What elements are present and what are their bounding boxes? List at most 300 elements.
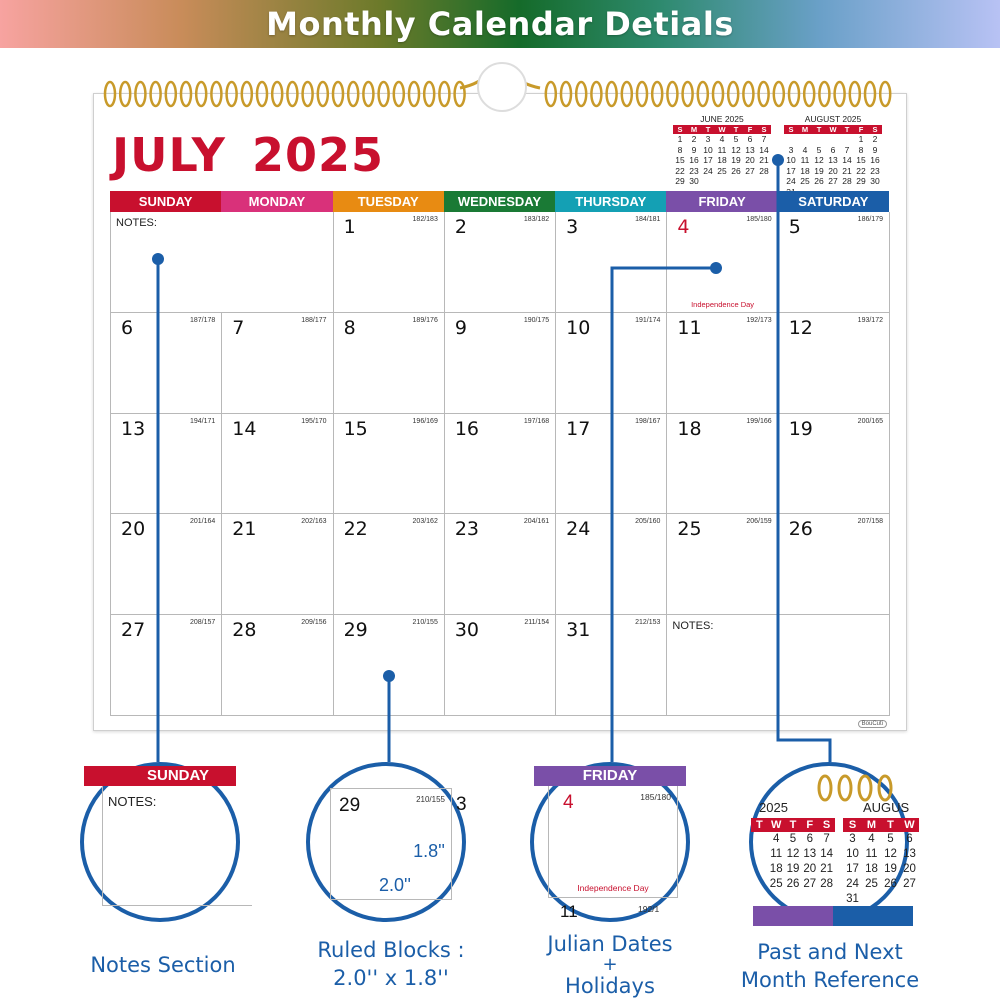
- mini-date: 3: [705, 134, 711, 144]
- mini-weekday: M: [801, 125, 809, 134]
- mini-date: 12: [731, 144, 741, 155]
- day-number: 8: [343, 316, 356, 339]
- mini-weekday: W: [829, 125, 837, 134]
- spiral-ring: [713, 82, 723, 106]
- zoom-ruled-day: 29: [339, 795, 361, 816]
- day-cell: [556, 414, 667, 515]
- day-cell: [222, 414, 333, 515]
- zoom-ref-date: 28: [820, 878, 833, 890]
- mini-date: 26: [814, 176, 824, 186]
- zoom-ref-date: 27: [903, 878, 916, 890]
- spiral-ring: [576, 82, 586, 106]
- mini-weekday: S: [761, 125, 767, 134]
- mini-date: 15: [675, 155, 685, 165]
- mini-date: 27: [828, 176, 838, 186]
- mini-date: 6: [747, 134, 753, 144]
- zoom-ref-date: [862, 892, 881, 907]
- notes-label: NOTES:: [672, 620, 714, 633]
- julian-date: 185/180: [746, 216, 772, 223]
- mini-date: 10: [786, 155, 796, 165]
- day-number: 17: [566, 417, 591, 440]
- julian-date: 183/182: [523, 216, 550, 223]
- day-number: 27: [121, 619, 146, 642]
- day-number: 22: [343, 518, 368, 541]
- zoom-ref-date: 18: [769, 863, 783, 875]
- zoom-ref-date: [751, 832, 768, 847]
- mini-date: 5: [816, 144, 822, 155]
- spiral-ring: [591, 82, 601, 106]
- zoom-ref-date: [900, 892, 919, 907]
- day-number: 5: [788, 216, 801, 238]
- zoom-ref-prev-month: [751, 818, 835, 892]
- spiral-ring: [439, 82, 449, 106]
- julian-date: 204/161: [523, 518, 550, 526]
- day-cell: [222, 514, 333, 615]
- mini-date: 2: [872, 134, 878, 144]
- zoom-ref-date: 3: [849, 833, 856, 845]
- mini-date: 16: [689, 155, 699, 165]
- mini-date: 24: [703, 165, 713, 176]
- spiral-ring: [850, 82, 860, 106]
- day-cell: [111, 313, 222, 414]
- mini-date: 27: [745, 165, 755, 176]
- zoom-ref-dates: [751, 832, 835, 892]
- day-number: 21: [232, 518, 257, 541]
- mini-date: 25: [717, 165, 727, 176]
- day-cell: [556, 514, 667, 615]
- day-cell: [334, 414, 445, 515]
- zoom-ruled-blocks: [306, 762, 466, 922]
- day-number: 4: [677, 216, 690, 238]
- spiral-ring: [348, 82, 358, 106]
- zoom-julian-day: 4: [563, 792, 574, 813]
- day-number: 1: [343, 216, 356, 238]
- zoom-ref-weekday: S: [822, 819, 831, 831]
- zoom-julian-cell: [548, 786, 678, 898]
- zoom-ref-date: 13: [803, 848, 817, 860]
- day-number: 30: [454, 619, 480, 642]
- dimension-width: 2.0'': [379, 875, 411, 895]
- caption-ruled-line1: Ruled Blocks :: [317, 938, 465, 962]
- mini-date: [812, 134, 826, 145]
- day-number: 9: [454, 316, 467, 339]
- mini-date: 23: [870, 165, 880, 176]
- zoom-ref-weekday: T: [789, 819, 797, 831]
- mini-date: [826, 134, 840, 145]
- zoom-julian-number: 185/180: [640, 792, 671, 802]
- day-number: 7: [232, 316, 245, 339]
- zoom-ruled-julian: 210/155: [416, 795, 445, 804]
- mini-date: 13: [745, 144, 755, 155]
- zoom-ref-date: [751, 877, 768, 892]
- zoom-ref-date: 19: [786, 863, 800, 875]
- julian-date: 192/173: [746, 316, 772, 324]
- spiral-ring: [865, 82, 875, 106]
- mini-date: 15: [856, 155, 866, 165]
- mini-next-weekday-row: [784, 125, 882, 134]
- day-number: 23: [454, 518, 480, 541]
- mini-date: 12: [814, 155, 824, 165]
- month-title: [112, 128, 410, 182]
- zoom-julian-header: FRIDAY: [534, 766, 686, 786]
- zoom-ref-date: 5: [887, 833, 894, 845]
- month-name: JULY: [112, 128, 226, 182]
- day-number: 24: [566, 518, 591, 541]
- mini-date: 13: [828, 155, 838, 165]
- julian-date: 205/160: [635, 518, 661, 526]
- banner-title: Monthly Calendar Detials: [266, 5, 734, 43]
- day-number: 29: [343, 619, 368, 642]
- mini-date: 14: [842, 155, 852, 165]
- zoom-ref-weekday: W: [904, 819, 915, 831]
- day-number: 3: [566, 216, 579, 238]
- zoom-ref-date: 25: [865, 878, 878, 890]
- zoom-ref-dates: [843, 832, 919, 907]
- spiral-ring: [287, 82, 297, 106]
- mini-date: 11: [717, 144, 727, 155]
- zoom-ref-next-month: [843, 818, 919, 907]
- zoom-ref-date: 6: [806, 833, 813, 845]
- julian-date: 197/168: [523, 417, 550, 425]
- mini-calendar-prev: [673, 113, 771, 187]
- julian-date: 203/162: [412, 518, 438, 526]
- julian-date: 188/177: [301, 316, 327, 324]
- mini-date: 17: [786, 165, 796, 176]
- spiral-ring: [698, 82, 708, 106]
- spiral-ring: [227, 82, 237, 106]
- notes-cell: [111, 212, 334, 313]
- julian-date: 187/178: [189, 316, 216, 324]
- zoom-ruled-cell: [330, 788, 452, 900]
- julian-date: 208/157: [189, 619, 216, 627]
- spiral-ring: [667, 82, 677, 106]
- zoom-ref-date: 12: [884, 848, 897, 860]
- spiral-ring: [622, 82, 632, 106]
- month-cells: [110, 212, 889, 716]
- zoom-julian-next-number: 192/1: [638, 904, 660, 914]
- julian-date: 189/176: [412, 316, 438, 324]
- mini-date: 1: [677, 134, 683, 144]
- day-number: 11: [677, 316, 702, 339]
- caption-julian-line1: Julian Dates: [547, 932, 673, 956]
- spiral-ring: [318, 82, 328, 106]
- day-cell: [334, 313, 445, 414]
- mini-weekday: S: [872, 125, 878, 134]
- mini-date: 20: [828, 165, 838, 176]
- spiral-ring: [166, 82, 176, 106]
- mini-date: 7: [761, 134, 767, 144]
- spiral-ring: [135, 82, 145, 106]
- day-number: 19: [788, 417, 813, 440]
- mini-date: 23: [689, 165, 699, 176]
- caption-julian-line2: +: [602, 954, 618, 975]
- spiral-ring: [181, 82, 191, 106]
- julian-date: 207/158: [857, 518, 883, 526]
- zoom-notes-section: [80, 762, 240, 922]
- zoom-ref-weekday: W: [771, 819, 782, 831]
- dimension-height: 1.8'': [413, 841, 445, 861]
- zoom-ref-saturday-band: [833, 906, 913, 926]
- zoom-ref-date: [751, 847, 768, 862]
- mini-date: 25: [800, 176, 810, 186]
- mini-date: 1: [858, 134, 864, 144]
- mini-date: [784, 134, 798, 145]
- month-year: 2025: [251, 128, 384, 182]
- spiral-ring: [804, 82, 814, 106]
- spiral-ring: [196, 82, 206, 106]
- day-number: 6: [121, 316, 134, 339]
- day-number: 16: [454, 417, 480, 440]
- mini-date: 18: [800, 165, 810, 176]
- zoom-ref-friday-band: [753, 906, 833, 926]
- day-cell: [556, 313, 667, 414]
- mini-prev-title: JUNE 2025: [700, 114, 744, 124]
- mini-date: [729, 176, 743, 187]
- caption-ruled-blocks: [296, 936, 486, 992]
- julian-date: 202/163: [301, 518, 327, 526]
- zoom-month-reference: [749, 762, 916, 922]
- spiral-ring: [607, 82, 617, 106]
- julian-date: 182/183: [412, 216, 438, 223]
- julian-date: 199/166: [746, 417, 772, 425]
- caption-month-reference: [728, 938, 932, 994]
- caption-julian-line3: Holidays: [565, 974, 655, 998]
- zoom-ref-weekday: F: [806, 819, 814, 831]
- day-cell: [334, 212, 445, 313]
- day-cell: [667, 514, 778, 615]
- day-cell: [445, 514, 556, 615]
- spiral-ring: [333, 82, 343, 106]
- mini-date: [701, 176, 715, 187]
- zoom-ref-date: 12: [786, 848, 800, 860]
- zoom-ref-date: 4: [772, 833, 780, 845]
- spiral-ring: [652, 82, 662, 106]
- zoom-ref-date: 20: [903, 863, 916, 875]
- julian-date: 193/172: [857, 316, 883, 324]
- zoom-ref-date: 11: [865, 848, 878, 860]
- zoom-ref-date: 11: [770, 848, 783, 860]
- mini-weekday: T: [844, 125, 850, 134]
- spiral-ring: [561, 82, 571, 106]
- day-cell: [779, 514, 890, 615]
- zoom-ref-date: 13: [903, 848, 916, 860]
- holiday-label: Independence Day: [691, 299, 755, 309]
- zoom-ref-weekday-row: [751, 818, 835, 832]
- day-cell: [779, 414, 890, 515]
- mini-date: 30: [689, 176, 699, 186]
- julian-date: 196/169: [412, 417, 438, 425]
- mini-date: 22: [675, 165, 685, 176]
- julian-date: 212/153: [635, 619, 661, 627]
- zoom-julian-holiday: Independence Day: [577, 883, 649, 893]
- zoom-notes-label: NOTES:: [108, 794, 157, 809]
- mini-date: 8: [677, 144, 683, 155]
- spiral-ring: [394, 82, 404, 106]
- day-cell: [111, 514, 222, 615]
- mini-date: 6: [830, 144, 836, 155]
- mini-date: 4: [802, 144, 808, 155]
- zoom-ruled-next-day: 3: [456, 794, 467, 815]
- spiral-ring: [728, 82, 738, 106]
- mini-date: 3: [788, 144, 794, 155]
- julian-date: 200/165: [857, 417, 883, 425]
- spiral-ring: [151, 82, 161, 106]
- mini-date: [715, 176, 729, 187]
- day-number: 18: [677, 417, 702, 440]
- mini-date: 11: [800, 155, 810, 165]
- mini-next-title: AUGUST 2025: [804, 114, 862, 124]
- notes-label: NOTES:: [116, 217, 157, 229]
- zoom-ref-date: 10: [846, 848, 859, 860]
- spiral-ring: [363, 82, 373, 106]
- zoom-julian-holidays: [530, 762, 690, 922]
- spiral-ring: [303, 82, 313, 106]
- caption-notes-section: Notes Section: [90, 953, 236, 977]
- mini-date: 9: [872, 144, 878, 155]
- mini-weekday: T: [705, 125, 711, 134]
- day-cell: [334, 514, 445, 615]
- spiral-ring: [546, 82, 556, 106]
- day-number: 25: [677, 518, 702, 541]
- zoom-ref-date: 5: [789, 833, 797, 845]
- zoom-ref-date: 4: [868, 833, 875, 845]
- zoom-ref-weekday-row: [843, 818, 919, 832]
- zoom-ref-date: 25: [769, 878, 783, 890]
- julian-date: 210/155: [412, 619, 438, 627]
- day-number: 26: [788, 518, 813, 541]
- zoom-julian-next-day: 11: [560, 902, 578, 921]
- spiral-ring: [379, 82, 389, 106]
- day-number: 14: [232, 417, 257, 440]
- day-number: 12: [788, 316, 813, 339]
- day-header-wednesday: WEDNESDAY: [444, 191, 555, 212]
- mini-weekday: W: [718, 125, 726, 134]
- spiral-ring: [409, 82, 419, 106]
- zoom-ref-date: 7: [823, 833, 830, 845]
- day-header-sunday: SUNDAY: [110, 191, 221, 212]
- spiral-ring: [774, 82, 784, 106]
- day-header-friday: FRIDAY: [666, 191, 777, 212]
- header-banner: [0, 0, 1000, 48]
- day-header-monday: MONDAY: [221, 191, 332, 212]
- day-number: 20: [121, 518, 146, 541]
- zoom-ref-left-title: 2025: [759, 800, 788, 815]
- day-number: 13: [121, 417, 146, 440]
- julian-date: 195/170: [301, 417, 327, 425]
- spiral-ring: [455, 82, 465, 106]
- mini-date: 22: [856, 165, 866, 176]
- mini-next-dates: [784, 134, 882, 197]
- spiral-ring: [819, 82, 829, 106]
- mini-prev-dates: [673, 134, 771, 187]
- mini-date: 20: [745, 155, 755, 165]
- day-cell: [556, 615, 667, 716]
- mini-date: 5: [733, 134, 739, 144]
- zoom-ref-date: 20: [803, 863, 817, 875]
- mini-weekday: T: [733, 125, 739, 134]
- mini-date: 29: [675, 176, 685, 186]
- spiral-ring: [759, 82, 769, 106]
- day-cell: [667, 414, 778, 515]
- day-header-tuesday: TUESDAY: [333, 191, 444, 212]
- day-cell: [222, 615, 333, 716]
- zoom-notes-header: SUNDAY: [84, 766, 236, 786]
- day-cell: [334, 615, 445, 716]
- notes-cell: [667, 615, 890, 716]
- spiral-ring: [105, 82, 115, 106]
- julian-date: 191/174: [635, 316, 661, 324]
- day-cell: [445, 313, 556, 414]
- zoom-ref-weekday: T: [887, 819, 894, 831]
- mini-weekday: S: [677, 125, 683, 134]
- zoom-ref-date: 27: [803, 878, 817, 890]
- spiral-ring: [424, 82, 434, 106]
- day-number: 10: [566, 316, 591, 339]
- day-number: 31: [566, 619, 591, 642]
- spiral-ring: [789, 82, 799, 106]
- spiral-ring: [211, 82, 221, 106]
- mini-date: [743, 176, 757, 187]
- mini-date: 4: [719, 134, 725, 144]
- zoom-ref-date: 26: [786, 878, 800, 890]
- julian-date: 206/159: [746, 518, 772, 526]
- spiral-ring: [120, 82, 130, 106]
- day-number: 15: [343, 417, 368, 440]
- julian-date: 209/156: [301, 619, 327, 627]
- day-header-thursday: THURSDAY: [555, 191, 666, 212]
- day-header-saturday: SATURDAY: [778, 191, 889, 212]
- zoom-ref-date: 19: [884, 863, 897, 875]
- julian-date: 198/167: [635, 417, 661, 425]
- zoom-ref-date: 31: [846, 893, 859, 905]
- mini-weekday: M: [690, 125, 698, 134]
- julian-date: 186/179: [857, 216, 883, 223]
- day-cell: [779, 212, 890, 313]
- zoom-ref-date: 24: [846, 878, 859, 890]
- spiral-ring: [637, 82, 647, 106]
- zoom-ref-date: [881, 892, 900, 907]
- brand-logo: BouCuti: [858, 720, 887, 728]
- day-cell: [667, 212, 778, 313]
- day-cell: [556, 212, 667, 313]
- julian-date: 190/175: [523, 316, 550, 324]
- mini-date: 28: [842, 176, 852, 186]
- month-grid: [110, 191, 889, 727]
- mini-date: 21: [759, 155, 769, 165]
- mini-date: 29: [856, 176, 866, 186]
- mini-date: 26: [731, 165, 741, 176]
- mini-prev-weekday-row: [673, 125, 771, 134]
- spiral-ring: [683, 82, 693, 106]
- mini-date: 14: [759, 144, 769, 155]
- mini-date: [798, 134, 812, 145]
- spiral-ring: [880, 82, 890, 106]
- zoom-ref-right-title: AUGUS: [863, 800, 910, 815]
- mini-date: [840, 134, 854, 145]
- day-cell: [667, 313, 778, 414]
- zoom-ref-date: 18: [865, 863, 878, 875]
- zoom-ref-weekday: T: [756, 819, 763, 831]
- zoom-ref-weekday: M: [866, 819, 877, 831]
- day-cell: [445, 414, 556, 515]
- mini-date: 16: [870, 155, 880, 165]
- mini-date: 30: [870, 176, 880, 186]
- spiral-ring: [272, 82, 282, 106]
- julian-date: 184/181: [635, 216, 661, 223]
- day-cell: [445, 615, 556, 716]
- zoom-ref-date: 21: [820, 863, 833, 875]
- spiral-ring: [257, 82, 267, 106]
